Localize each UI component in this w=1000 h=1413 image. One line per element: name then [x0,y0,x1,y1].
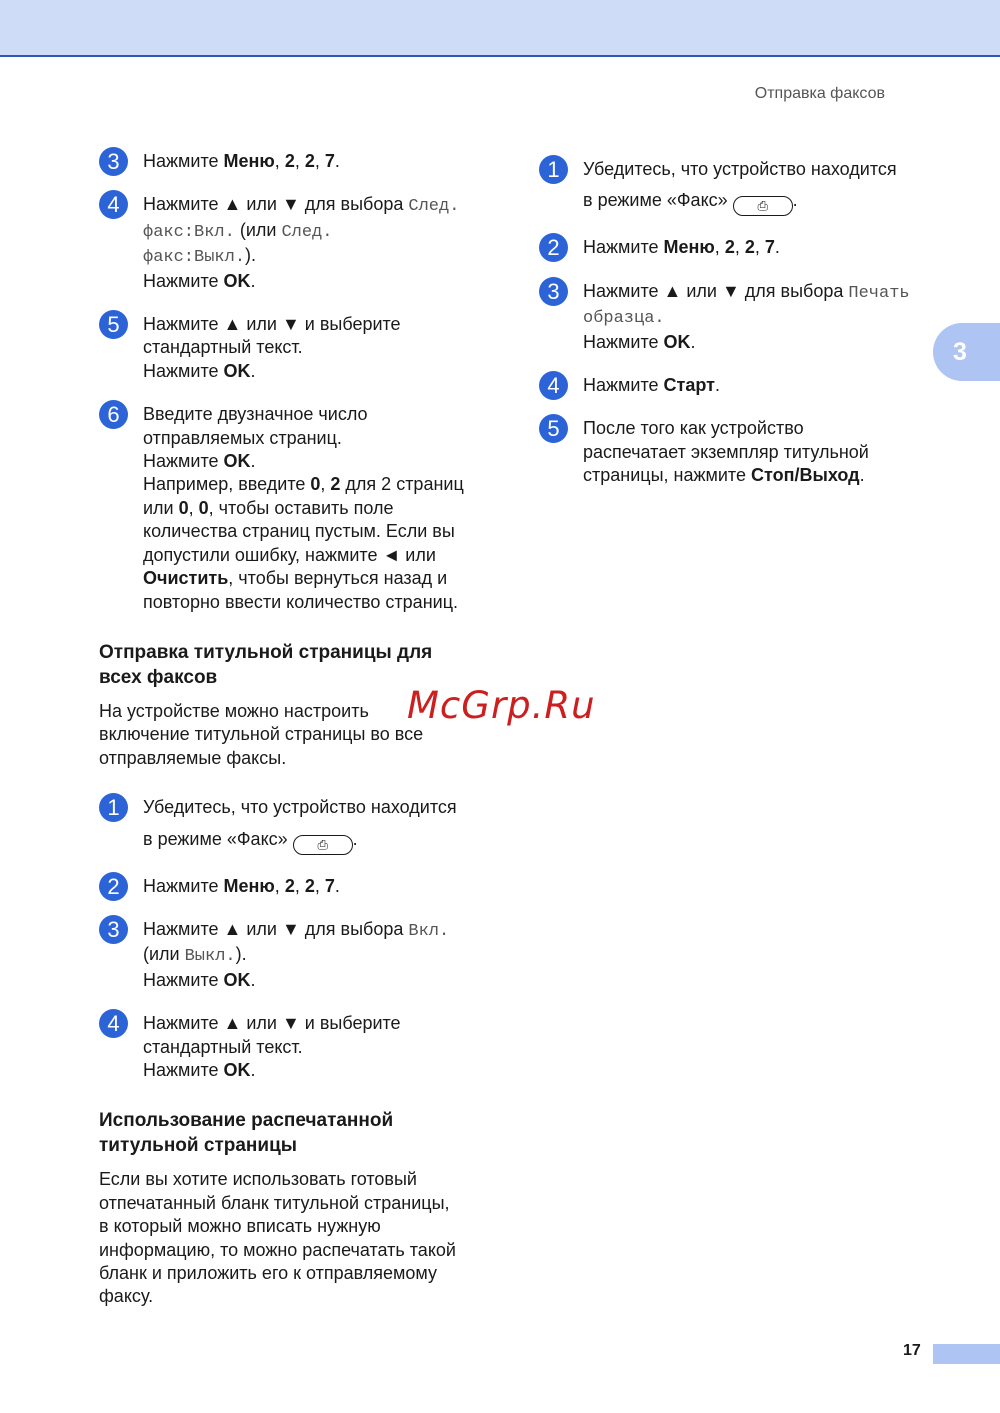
text-run: Убедитесь, что устройство находится [143,797,457,818]
fax-button-icon: ⎙ [293,835,353,855]
text-run: в режиме «Факс» [583,190,733,211]
step-item [99,193,499,293]
step-item [99,875,499,898]
text-run: (или [143,944,185,965]
text-run: Нажмите [143,270,224,291]
text-run: Нажмите [143,1059,224,1080]
text-run: , [714,237,725,258]
fax-button-icon: ⎙ [733,196,793,216]
step-number-badge: 4 [99,190,128,219]
text-run: Нажмите [583,375,664,396]
intro-line: отправляемые факсы. [99,747,287,768]
lcd-text: факс:Выкл. [143,248,246,268]
text-run: После того как устройство [583,418,804,439]
text-run: Нажмите ▲ или ▼ для выбора [583,280,849,301]
step-text [143,313,499,383]
step-number-badge: 2 [539,233,568,262]
step-number-badge: 2 [99,872,128,901]
body-line: Если вы хотите использовать готовый [99,1169,417,1190]
lcd-text: Вкл. [408,921,450,941]
lcd-text: Печать [848,283,910,303]
text-run: . [859,465,865,486]
text-run: Нажмите ▲ или ▼ и выберите [143,1013,401,1034]
left-column [99,150,499,1309]
text-run: . [352,828,358,849]
text-run: , [274,151,285,171]
section-printed-cover [99,1108,499,1308]
heading-line: всех факсов [99,666,218,688]
lcd-text: Выкл. [184,947,236,967]
text-run: . [250,969,256,990]
text-run: . [250,360,256,381]
step-item [539,158,939,216]
step-text [583,374,939,397]
text-run: ). [235,944,247,965]
step-item [99,150,499,173]
text-run: , [294,151,305,171]
lcd-text: образца. [583,309,665,329]
text-run: . [714,375,720,396]
step-item [99,313,499,383]
bold-term: 0 [310,474,321,495]
bold-term: 2 [744,237,755,258]
step-item [539,236,939,259]
text-run: . [690,331,696,352]
watermark: McGrp.Ru [407,684,596,727]
text-run: Нажмите [143,451,224,472]
step-text [143,796,499,854]
step-text [143,875,499,898]
bold-term: 2 [284,151,295,171]
lcd-text: факс:Вкл. [143,222,235,242]
step-number-badge: 3 [539,277,568,306]
text-run: Нажмите [583,237,664,258]
text-run: количества страниц пустым. Если вы [143,521,455,542]
text-run: Нажмите ▲ или ▼ для выбора [143,194,409,215]
body-line: отпечатанный бланк титульной страницы, [99,1192,450,1213]
text-run: , [314,875,325,896]
step-number-badge: 5 [539,414,568,443]
text-run: Например, введите [143,474,311,495]
text-run: (или [234,219,282,240]
page-number: 17 [903,1342,921,1359]
step-number-badge: 1 [539,155,568,184]
text-run: Нажмите [143,875,224,896]
right-column-steps [539,158,939,488]
bold-term: Меню [223,875,275,896]
text-run: , [320,474,331,495]
bold-term: OK [223,969,251,990]
step-item [99,918,499,992]
step-text [583,280,939,354]
bold-term: 2 [304,151,315,171]
bold-term: 0 [178,497,189,518]
text-run: , [188,497,199,518]
step-number-badge: 3 [99,915,128,944]
step-text [143,918,499,992]
section-body [99,1168,499,1308]
text-run: Нажмите [143,151,224,171]
text-run: , [754,237,765,258]
text-run: Нажмите [583,331,664,352]
body-line: информацию, то можно распечатать такой [99,1239,456,1260]
text-run: . [774,237,780,258]
bold-term: Меню [663,237,715,258]
text-run: отправляемых страниц. [143,427,342,448]
text-run: для 2 страниц [340,474,464,495]
bold-term: 2 [284,875,295,896]
text-run: в режиме «Факс» [143,828,293,849]
steps-list-top [99,150,499,614]
running-head: Отправка факсов [754,85,885,102]
step-number-badge: 4 [539,371,568,400]
intro-line: На устройстве можно настроить [99,700,369,721]
text-run: . [250,270,256,291]
bold-term: 2 [304,875,315,896]
steps-list-mid [99,796,499,1082]
step-text [583,417,939,487]
chapter-tab: 3 [933,323,1000,381]
step-item [539,417,939,487]
bold-term: 7 [764,237,775,258]
step-number-badge: 6 [99,400,128,429]
text-run: , [294,875,305,896]
bold-term: 2 [330,474,341,495]
lcd-text: След. [281,222,333,242]
text-run: . [250,451,256,472]
text-run: повторно ввести количество страниц. [143,591,458,612]
text-run: страницы, нажмите [583,465,751,486]
step-item [539,374,939,397]
text-run: стандартный текст. [143,1036,303,1057]
step-number-badge: 4 [99,1009,128,1038]
body-line: бланк и приложить его к отправляемому [99,1263,438,1283]
body-line: факсу. [99,1286,154,1307]
section-heading-printed-cover [99,1108,499,1158]
text-run: , чтобы вернуться назад и [228,568,448,589]
lcd-text: След. [408,197,460,217]
step-text [143,193,499,293]
text-run: ). [245,245,257,266]
step-text [143,150,499,173]
top-header-band [0,0,1000,57]
step-number-badge: 1 [99,793,128,822]
bold-term: OK [223,360,251,381]
step-item [99,403,499,614]
bold-term: OK [223,451,251,472]
text-run: или [143,497,179,518]
heading-line: титульной страницы [99,1135,297,1157]
text-run: . [792,190,798,211]
text-run: , [734,237,745,258]
text-run: , [274,875,285,896]
page-number-bar [933,1344,1000,1364]
heading-line: Использование распечатанной [99,1110,394,1132]
bold-term: 2 [724,237,735,258]
section-heading-cover-all [99,640,499,690]
text-run: Введите двузначное число [143,404,368,425]
bold-term: Старт [663,375,715,396]
bold-term: 0 [198,497,209,518]
step-text [583,236,939,259]
text-run: Нажмите ▲ или ▼ для выбора [143,918,409,939]
text-run: . [334,875,340,896]
text-run: распечатает экземпляр титульной [583,441,869,462]
text-run: Убедитесь, что устройство находится [583,159,897,179]
step-text [143,1012,499,1082]
bold-term: OK [223,270,251,291]
text-run: . [250,1059,256,1080]
intro-line: включение титульной страницы во все [99,724,424,745]
text-run: допустили ошибку, нажмите ◄ или [143,544,436,565]
step-item [539,280,939,354]
bold-term: Очистить [143,568,229,589]
text-run: . [334,151,340,171]
step-number-badge: 5 [99,310,128,339]
bold-term: Меню [223,151,275,171]
bold-term: 7 [324,151,335,171]
text-run: стандартный текст. [143,337,303,358]
text-run: Нажмите [143,969,224,990]
step-text [143,403,499,614]
bold-term: Стоп/Выход [751,465,860,486]
bold-term: 7 [324,875,335,896]
bold-term: OK [223,1059,251,1080]
step-number-badge: 3 [99,147,128,176]
text-run: Нажмите [143,360,224,381]
text-run: Нажмите ▲ или ▼ и выберите [143,314,401,335]
step-text [583,158,939,216]
step-item [99,796,499,854]
text-run: , [314,151,325,171]
body-line: в который можно вписать нужную [99,1216,381,1237]
step-item [99,1012,499,1082]
text-run: , чтобы оставить поле [208,497,394,518]
bold-term: OK [663,331,691,352]
heading-line: Отправка титульной страницы для [99,641,433,663]
